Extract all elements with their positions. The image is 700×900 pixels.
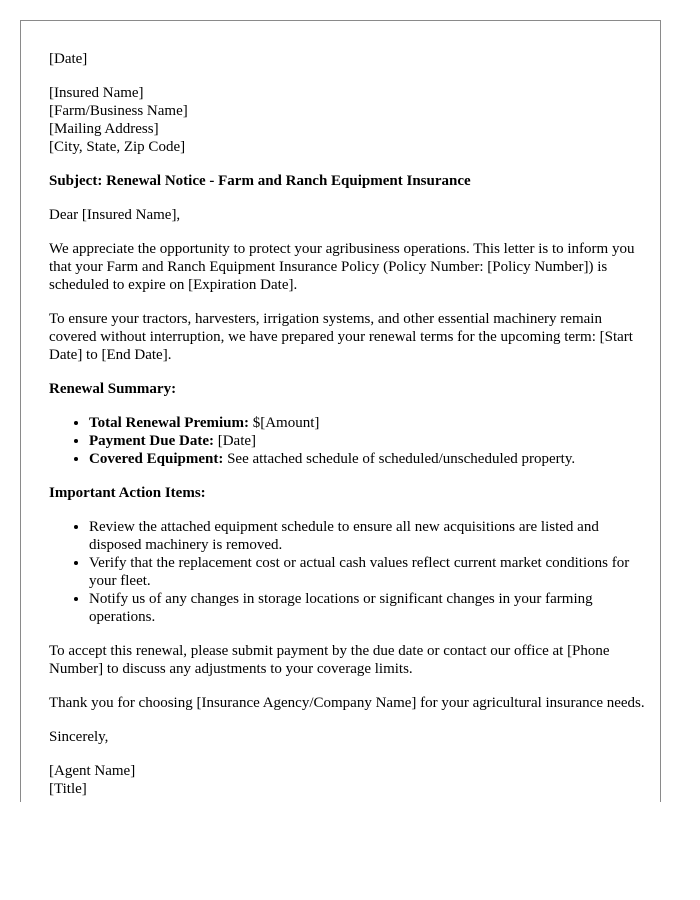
intro-paragraph: We appreciate the opportunity to protect your agribusiness operations. This letter is to inform you that your Farm and Ranch Equipment Insurance Policy (Policy Number: [Policy Number]) is scheduled to expire on [Expiration Date]. [49,241,635,293]
letter-body [49,50,649,798]
recipient-business: [Farm/Business Name] [49,103,188,119]
summary-label: Covered Equipment: [89,451,224,467]
recipient-address: [Mailing Address] [49,121,159,137]
list-item [89,432,649,450]
renewal-summary-heading: Renewal Summary: [49,381,177,397]
list-item: • Verify that the replacement cost or actual cash values reflect current market conditions for your fleet. [89,554,649,590]
action-items-heading: Important Action Items: [49,485,206,501]
summary-label: Payment Due Date: [89,433,214,449]
agent-name: [Agent Name] [49,763,136,779]
recipient-city-state-zip: [City, State, Zip Code] [49,139,186,155]
summary-value: See attached schedule of scheduled/unscheduled property. [223,451,576,467]
action-items-list [49,518,649,626]
agent-title: [Title] [49,781,87,797]
list-item [89,450,649,468]
letter-page [20,20,661,802]
list-item [89,414,649,432]
recipient-address-block [49,84,649,156]
list-item: • Notify us of any changes in storage locations or significant changes in your farming operations. [89,590,649,626]
letter-date: [Date] [49,51,88,67]
renewal-summary-list [49,414,649,468]
list-item: • Review the attached equipment schedule to ensure all new acquisitions are listed and disposed machinery is removed. [89,518,649,554]
letter-subject: Subject: Renewal Notice - Farm and Ranch Equipment Insurance [49,173,471,189]
summary-label: Total Renewal Premium: [89,415,249,431]
recipient-name: [Insured Name] [49,85,144,101]
acceptance-paragraph: To accept this renewal, please submit payment by the due date or contact our office at [Phone Number] to discuss any adjustments to your coverage limits. [49,643,610,677]
thank-you-paragraph: Thank you for choosing [Insurance Agency/Company Name] for your agricultural insurance needs. [49,695,645,711]
letter-closing: Sincerely, [49,729,109,745]
signature-block [49,762,649,798]
summary-value: [Date] [213,433,257,449]
coverage-paragraph: To ensure your tractors, harvesters, irrigation systems, and other essential machinery remain covered without interruption, we have prepared your renewal terms for the upcoming term: [Start Date] to [End Date]. [49,311,633,363]
letter-salutation: Dear [Insured Name], [49,207,181,223]
summary-value: $[Amount] [248,415,320,431]
